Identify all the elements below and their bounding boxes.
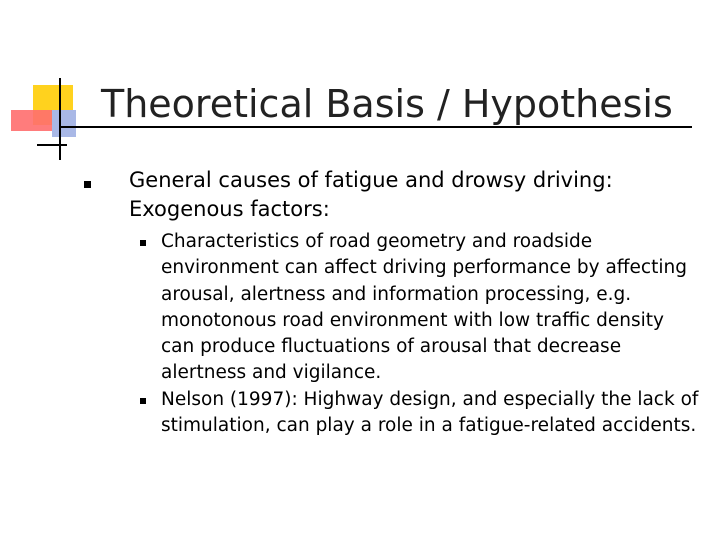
sub-bullet-text-1: Characteristics of road geometry and roadside environment can affect driving performance by affecting arousal, alertness and information processing, e.g. monotonous road environment with low traffic density can produce fluctuations of arousal that decrease alertness and vigilance. [161,231,687,384]
sub-bullet-square-icon [140,398,146,404]
decor-blue-square [52,110,76,137]
sub-bullet-square-icon [140,240,146,246]
decor-red-bar [11,110,57,131]
sub-bullet-text-2: Nelson (1997): Highway design, and especially the lack of stimulation, can play a role in a fatigue-related accidents. [161,389,699,437]
slide-title: Theoretical Basis / Hypothesis [101,82,673,126]
decor-short-line [37,144,67,146]
decor-vertical-line [59,78,61,160]
title-underline [60,126,692,128]
bullet-square-icon [84,181,91,188]
bullet-main-text: General causes of fatigue and drowsy driving: Exogenous factors: [129,168,613,221]
